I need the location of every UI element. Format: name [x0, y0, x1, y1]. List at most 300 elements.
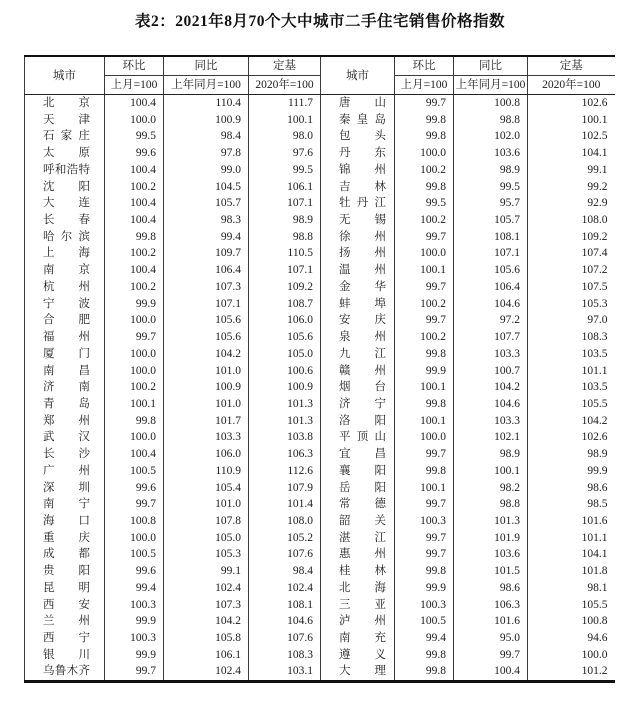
- city-name: 岳阳: [339, 481, 386, 494]
- table-row: [25, 546, 615, 563]
- yoy-value: 105.7: [454, 212, 528, 229]
- fixed-base-value: 92.9: [587, 197, 608, 210]
- yoy-value: 110.4: [164, 95, 249, 112]
- fixed-base-value: 94.6: [587, 632, 608, 644]
- yoy-value: 99.7: [454, 647, 528, 664]
- fixed-base-value: 98.9: [587, 448, 608, 461]
- yoy-value: 97.2: [454, 312, 528, 329]
- mom-value: 99.7: [105, 496, 164, 513]
- city-name: 杭州: [43, 280, 90, 293]
- table-row: [25, 480, 615, 497]
- yoy-value: 105.6: [164, 329, 249, 346]
- mom-value: 99.7: [395, 279, 454, 296]
- city-cell: [25, 262, 105, 279]
- yoy-value: 95.7: [454, 195, 528, 212]
- fixed-base-value: 107.6: [249, 630, 321, 647]
- yoy-value: 97.8: [164, 145, 249, 162]
- yoy-value: 107.3: [164, 279, 249, 296]
- city-name: 上海: [43, 247, 90, 260]
- fixed-base-value: 100.0: [581, 648, 608, 661]
- mom-value: 99.9: [395, 580, 454, 597]
- city-name: 包头: [339, 130, 386, 143]
- city-name: 济宁: [339, 397, 386, 410]
- yoy-value: 101.0: [164, 396, 249, 413]
- fixed-base-value: 103.8: [249, 429, 321, 446]
- city-name: 宜昌: [339, 448, 386, 461]
- city-cell: [25, 580, 105, 597]
- fixed-base-value: 107.1: [249, 262, 321, 279]
- city-cell: [321, 496, 395, 513]
- mom-value: 100.2: [395, 329, 454, 346]
- city-cell: [321, 179, 395, 196]
- mom-value: 99.8: [395, 179, 454, 196]
- mom-value: 99.8: [395, 663, 454, 681]
- mom-value: 99.9: [105, 613, 164, 630]
- mom-value: 100.2: [395, 162, 454, 179]
- mom-value: 100.2: [105, 379, 164, 396]
- yoy-value: 101.7: [164, 413, 249, 430]
- city-cell: [25, 379, 105, 396]
- fixed-base-value: 101.1: [581, 531, 608, 544]
- fixed-base-value: 99.9: [587, 464, 608, 477]
- fixed-base-value: 101.6: [581, 514, 608, 527]
- mom-value: 99.8: [105, 229, 164, 246]
- city-cell: [321, 647, 395, 664]
- fixed-base-value: 107.9: [249, 480, 321, 497]
- city-name: 呼和浩特: [43, 163, 90, 176]
- city-cell: [25, 413, 105, 430]
- fixed-base-value: 105.2: [249, 530, 321, 547]
- city-cell: [321, 145, 395, 162]
- city-name: 武汉: [43, 431, 90, 444]
- mom-value: 100.3: [105, 630, 164, 647]
- fixed-base-value: 111.7: [249, 95, 321, 112]
- fixed-base-value: 106.1: [249, 179, 321, 196]
- table-row: [25, 446, 615, 463]
- city-cell: [321, 530, 395, 547]
- city-name: 重庆: [43, 531, 90, 544]
- city-name: 郑州: [43, 414, 90, 427]
- yoy-value: 104.2: [454, 379, 528, 396]
- fixed-base-value: 103.1: [249, 663, 321, 681]
- fixed-base-value: 100.1: [249, 112, 321, 129]
- fixed-base-value: 108.1: [249, 597, 321, 614]
- yoy-value: 102.1: [454, 429, 528, 446]
- city-cell: [25, 496, 105, 513]
- city-cell: [25, 446, 105, 463]
- mom-value: 99.8: [105, 413, 164, 430]
- mom-value: 99.9: [105, 647, 164, 664]
- city-name: 丹东: [339, 147, 386, 160]
- mom-value: 100.1: [395, 379, 454, 396]
- fixed-base-value: 97.0: [587, 314, 608, 327]
- city-cell: [321, 580, 395, 597]
- header-mom-base-right: 上月=100: [395, 76, 454, 95]
- city-cell: [25, 329, 105, 346]
- city-cell: [25, 162, 105, 179]
- city-name: 桂林: [339, 565, 386, 578]
- city-cell: [25, 279, 105, 296]
- city-name: 大理: [339, 665, 386, 678]
- table-row: [25, 279, 615, 296]
- yoy-value: 106.0: [164, 446, 249, 463]
- city-name: 烟台: [339, 381, 386, 394]
- city-cell: [321, 613, 395, 630]
- mom-value: 100.2: [395, 212, 454, 229]
- city-cell: [321, 245, 395, 262]
- fixed-base-value: 101.2: [581, 665, 608, 678]
- city-name: 西安: [43, 598, 90, 611]
- fixed-base-value: 102.6: [581, 97, 608, 109]
- yoy-value: 106.1: [164, 647, 249, 664]
- yoy-value: 100.8: [454, 95, 528, 112]
- table-row: [25, 363, 615, 380]
- yoy-value: 105.6: [454, 262, 528, 279]
- table-row: [25, 647, 615, 664]
- mom-value: 99.6: [105, 563, 164, 580]
- mom-value: 100.0: [395, 245, 454, 262]
- city-cell: [25, 363, 105, 380]
- city-name: 常德: [339, 498, 386, 511]
- city-name: 宁波: [43, 297, 90, 310]
- mom-value: 99.7: [105, 663, 164, 681]
- fixed-base-value: 108.7: [249, 296, 321, 313]
- fixed-base-value: 99.5: [249, 162, 321, 179]
- mom-value: 99.4: [105, 580, 164, 597]
- yoy-value: 103.6: [454, 145, 528, 162]
- mom-value: 100.3: [105, 597, 164, 614]
- mom-value: 99.7: [395, 229, 454, 246]
- city-cell: [25, 613, 105, 630]
- fixed-base-value: 100.1: [581, 113, 608, 126]
- fixed-base-value: 108.3: [581, 331, 608, 344]
- mom-value: 99.8: [395, 463, 454, 480]
- city-name: 九江: [339, 347, 386, 360]
- fixed-base-value: 104.1: [581, 147, 608, 160]
- fixed-base-value: 107.6: [249, 546, 321, 563]
- mom-value: 100.4: [105, 446, 164, 463]
- yoy-value: 105.8: [164, 630, 249, 647]
- header-mom-right: 环比: [395, 56, 454, 76]
- table-row: [25, 379, 615, 396]
- fixed-base-value: 110.5: [249, 245, 321, 262]
- yoy-value: 101.6: [454, 613, 528, 630]
- table-row: [25, 212, 615, 229]
- city-name: 北京: [43, 97, 90, 109]
- city-name: 哈尔滨: [43, 230, 90, 243]
- yoy-value: 101.5: [454, 563, 528, 580]
- city-cell: [321, 413, 395, 430]
- fixed-base-value: 98.4: [249, 563, 321, 580]
- yoy-value: 100.9: [164, 112, 249, 129]
- city-name: 南宁: [43, 498, 90, 511]
- city-cell: [25, 296, 105, 313]
- fixed-base-value: 105.6: [249, 329, 321, 346]
- city-cell: [321, 195, 395, 212]
- fixed-base-value: 107.4: [581, 247, 608, 260]
- city-name: 锦州: [339, 163, 386, 176]
- table-row: [25, 296, 615, 313]
- table-row: [25, 496, 615, 513]
- table-row: [25, 530, 615, 547]
- yoy-value: 102.4: [164, 663, 249, 681]
- yoy-value: 105.7: [164, 195, 249, 212]
- fixed-base-value: 107.1: [249, 195, 321, 212]
- header-city-right: 城市: [321, 56, 395, 95]
- city-name: 贵阳: [43, 565, 90, 578]
- yoy-value: 105.4: [164, 480, 249, 497]
- fixed-base-value: 104.6: [249, 613, 321, 630]
- fixed-base-value: 108.0: [249, 513, 321, 530]
- city-name: 大连: [43, 197, 90, 210]
- city-name: 济南: [43, 381, 90, 394]
- table-row: [25, 95, 615, 112]
- city-name: 安庆: [339, 314, 386, 327]
- yoy-value: 99.4: [164, 229, 249, 246]
- fixed-base-value: 102.6: [581, 431, 608, 444]
- city-cell: [25, 245, 105, 262]
- city-cell: [321, 513, 395, 530]
- mom-value: 100.8: [105, 513, 164, 530]
- city-cell: [321, 446, 395, 463]
- fixed-base-value: 99.2: [587, 180, 608, 193]
- mom-value: 100.5: [395, 613, 454, 630]
- table-row: [25, 312, 615, 329]
- yoy-value: 101.9: [454, 530, 528, 547]
- mom-value: 99.7: [395, 312, 454, 329]
- fixed-base-value: 101.8: [581, 565, 608, 578]
- city-cell: [321, 312, 395, 329]
- yoy-value: 107.8: [164, 513, 249, 530]
- table-row: [25, 630, 615, 647]
- mom-value: 99.4: [395, 630, 454, 647]
- city-cell: [321, 346, 395, 363]
- yoy-value: 99.0: [164, 162, 249, 179]
- mom-value: 99.6: [105, 480, 164, 497]
- fixed-base-value: 105.0: [249, 346, 321, 363]
- yoy-value: 101.3: [454, 513, 528, 530]
- yoy-value: 104.5: [164, 179, 249, 196]
- yoy-value: 100.7: [454, 363, 528, 380]
- mom-value: 99.7: [395, 496, 454, 513]
- yoy-value: 98.8: [454, 112, 528, 129]
- fixed-base-value: 104.1: [581, 548, 608, 561]
- yoy-value: 98.6: [454, 580, 528, 597]
- city-cell: [25, 563, 105, 580]
- mom-value: 100.1: [395, 413, 454, 430]
- mom-value: 100.5: [105, 546, 164, 563]
- header-yoy-left: 同比: [164, 56, 249, 76]
- mom-value: 99.9: [395, 363, 454, 380]
- city-name: 南昌: [43, 364, 90, 377]
- city-name: 南充: [339, 632, 386, 644]
- city-name: 长春: [43, 214, 90, 227]
- table-row: [25, 195, 615, 212]
- yoy-value: 100.1: [454, 463, 528, 480]
- city-cell: [321, 663, 395, 681]
- table-row: [25, 396, 615, 413]
- city-name: 秦皇岛: [339, 113, 386, 126]
- fixed-base-value: 102.4: [249, 580, 321, 597]
- mom-value: 99.8: [395, 563, 454, 580]
- yoy-value: 100.4: [454, 663, 528, 681]
- fixed-base-value: 100.6: [249, 363, 321, 380]
- header-fixedbase-base-left: 2020年=100: [249, 76, 321, 95]
- yoy-value: 104.2: [164, 346, 249, 363]
- mom-value: 99.7: [395, 446, 454, 463]
- table-row: [25, 112, 615, 129]
- yoy-value: 106.4: [454, 279, 528, 296]
- table-row: [25, 128, 615, 145]
- city-name: 银川: [43, 648, 90, 661]
- fixed-base-value: 105.5: [581, 397, 608, 410]
- header-yoy-base-left: 上年同月=100: [164, 76, 249, 95]
- fixed-base-value: 105.3: [581, 297, 608, 310]
- city-name: 惠州: [339, 548, 386, 561]
- fixed-base-value: 101.4: [249, 496, 321, 513]
- city-name: 广州: [43, 464, 90, 477]
- yoy-value: 103.3: [164, 429, 249, 446]
- city-cell: [321, 212, 395, 229]
- city-cell: [25, 546, 105, 563]
- yoy-value: 102.4: [164, 580, 249, 597]
- fixed-base-value: 108.3: [249, 647, 321, 664]
- fixed-base-value: 103.5: [581, 347, 608, 360]
- fixed-base-value: 102.5: [581, 130, 608, 143]
- city-name: 海口: [43, 514, 90, 527]
- fixed-base-value: 98.6: [587, 481, 608, 494]
- fixed-base-value: 107.5: [581, 280, 608, 293]
- mom-value: 100.2: [105, 279, 164, 296]
- city-cell: [25, 530, 105, 547]
- mom-value: 100.0: [395, 145, 454, 162]
- yoy-value: 107.1: [454, 245, 528, 262]
- yoy-value: 107.3: [164, 597, 249, 614]
- mom-value: 100.0: [105, 363, 164, 380]
- table-row: [25, 179, 615, 196]
- yoy-value: 106.4: [164, 262, 249, 279]
- mom-value: 99.7: [395, 95, 454, 112]
- city-cell: [25, 312, 105, 329]
- yoy-value: 105.3: [164, 546, 249, 563]
- mom-value: 99.6: [105, 145, 164, 162]
- city-cell: [321, 112, 395, 129]
- city-name: 太原: [43, 147, 90, 160]
- table-row: [25, 229, 615, 246]
- yoy-value: 103.3: [454, 413, 528, 430]
- yoy-value: 101.0: [164, 496, 249, 513]
- city-cell: [25, 630, 105, 647]
- fixed-base-value: 98.9: [249, 212, 321, 229]
- fixed-base-value: 98.1: [587, 581, 608, 594]
- city-name: 厦门: [43, 347, 90, 360]
- fixed-base-value: 98.0: [249, 128, 321, 145]
- fixed-base-value: 101.3: [249, 413, 321, 430]
- city-name: 湛江: [339, 531, 386, 544]
- yoy-value: 104.2: [164, 613, 249, 630]
- city-name: 南京: [43, 264, 90, 277]
- city-name: 深圳: [43, 481, 90, 494]
- city-cell: [25, 597, 105, 614]
- city-name: 徐州: [339, 230, 386, 243]
- table-row: [25, 613, 615, 630]
- city-name: 石家庄: [43, 130, 90, 143]
- yoy-value: 105.0: [164, 530, 249, 547]
- city-cell: [321, 229, 395, 246]
- table-row: [25, 413, 615, 430]
- mom-value: 100.0: [105, 530, 164, 547]
- city-cell: [25, 396, 105, 413]
- header-mom-base-left: 上月=100: [105, 76, 164, 95]
- city-name: 蚌埠: [339, 297, 386, 310]
- yoy-value: 107.7: [454, 329, 528, 346]
- table-row: [25, 329, 615, 346]
- city-name: 吉林: [339, 180, 386, 193]
- city-name: 唐山: [339, 97, 386, 109]
- header-yoy-base-right: 上年同月=100: [454, 76, 528, 95]
- table-row: [25, 513, 615, 530]
- city-cell: [25, 229, 105, 246]
- header-fixedbase-base-right: 2020年=100: [528, 76, 615, 95]
- yoy-value: 103.6: [454, 546, 528, 563]
- fixed-base-value: 107.2: [581, 264, 608, 277]
- city-cell: [25, 513, 105, 530]
- mom-value: 100.4: [105, 162, 164, 179]
- yoy-value: 104.6: [454, 396, 528, 413]
- city-name: 泉州: [339, 331, 386, 344]
- table-row: [25, 162, 615, 179]
- fixed-base-value: 112.6: [249, 463, 321, 480]
- city-name: 金华: [339, 280, 386, 293]
- city-cell: [321, 546, 395, 563]
- mom-value: 100.0: [105, 346, 164, 363]
- mom-value: 99.7: [105, 329, 164, 346]
- mom-value: 99.8: [395, 346, 454, 363]
- city-name: 襄阳: [339, 464, 386, 477]
- mom-value: 99.8: [395, 647, 454, 664]
- fixed-base-value: 109.2: [249, 279, 321, 296]
- mom-value: 99.5: [395, 195, 454, 212]
- city-name: 泸州: [339, 615, 386, 628]
- fixed-base-value: 101.3: [249, 396, 321, 413]
- mom-value: 100.2: [105, 179, 164, 196]
- city-cell: [25, 429, 105, 446]
- city-cell: [321, 363, 395, 380]
- header-city-left: 城市: [25, 56, 105, 95]
- mom-value: 99.7: [395, 546, 454, 563]
- table-row: [25, 245, 615, 262]
- city-name: 沈阳: [43, 180, 90, 193]
- mom-value: 100.4: [105, 262, 164, 279]
- city-name: 北海: [339, 581, 386, 594]
- mom-value: 100.4: [105, 95, 164, 112]
- city-name: 兰州: [43, 615, 90, 628]
- mom-value: 99.8: [395, 112, 454, 129]
- city-cell: [25, 179, 105, 196]
- header-yoy-right: 同比: [454, 56, 528, 76]
- yoy-value: 108.1: [454, 229, 528, 246]
- mom-value: 100.1: [395, 480, 454, 497]
- city-cell: [25, 463, 105, 480]
- yoy-value: 105.6: [164, 312, 249, 329]
- city-name: 遵义: [339, 648, 386, 661]
- table-row: [25, 580, 615, 597]
- yoy-value: 99.5: [454, 179, 528, 196]
- city-name: 福州: [43, 331, 90, 344]
- yoy-value: 101.0: [164, 363, 249, 380]
- city-cell: [25, 195, 105, 212]
- mom-value: 100.0: [395, 429, 454, 446]
